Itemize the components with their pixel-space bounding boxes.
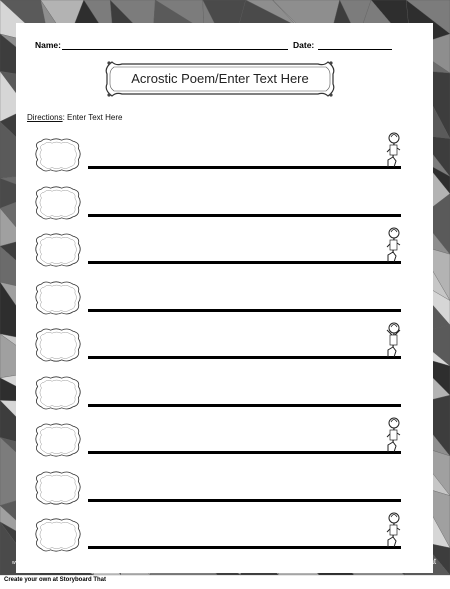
writing-line[interactable] [88,261,401,264]
writing-line[interactable] [88,499,401,502]
directions-label: Directions [27,113,63,122]
writing-line[interactable] [88,451,401,454]
worksheet-title: Acrostic Poem/Enter Text Here [131,71,309,86]
letter-cloud-box[interactable] [33,278,83,318]
writing-line[interactable] [88,404,401,407]
letter-cloud-box[interactable] [33,468,83,508]
footer-text: Create your own at Storyboard That [4,577,107,583]
watermark-site: www.storyboardthat.com [12,560,67,566]
date-label: Date: [293,40,315,50]
name-label: Name: [35,40,61,50]
writing-line[interactable] [88,166,401,169]
stick-figure-icon [378,130,406,170]
letter-cloud-box[interactable] [33,135,83,175]
directions-text: : Enter Text Here [62,113,123,122]
poem-row [0,132,450,178]
poem-row [0,370,450,416]
letter-cloud-box[interactable] [33,325,83,365]
poem-row [0,465,450,511]
writing-line[interactable] [88,214,401,217]
watermark-brand [366,556,436,570]
stick-figure-icon [378,510,406,550]
poem-row [0,417,450,463]
writing-line[interactable] [88,309,401,312]
stick-figure-icon [378,415,406,455]
poem-row [0,322,450,368]
letter-cloud-box[interactable] [33,373,83,413]
storyboard-logo-icon [366,557,378,569]
letter-cloud-box[interactable] [33,183,83,223]
letter-cloud-box[interactable] [33,515,83,555]
letter-cloud-box[interactable] [33,420,83,460]
poem-row [0,512,450,558]
watermark-brand-text: StoryboardThat [381,557,437,566]
poem-row [0,275,450,321]
letter-cloud-box[interactable] [33,230,83,270]
writing-line[interactable] [88,356,401,359]
stick-figure-icon [378,320,406,360]
writing-line[interactable] [88,546,401,549]
poem-row [0,227,450,273]
stick-figure-icon [378,225,406,265]
poem-row [0,180,450,226]
